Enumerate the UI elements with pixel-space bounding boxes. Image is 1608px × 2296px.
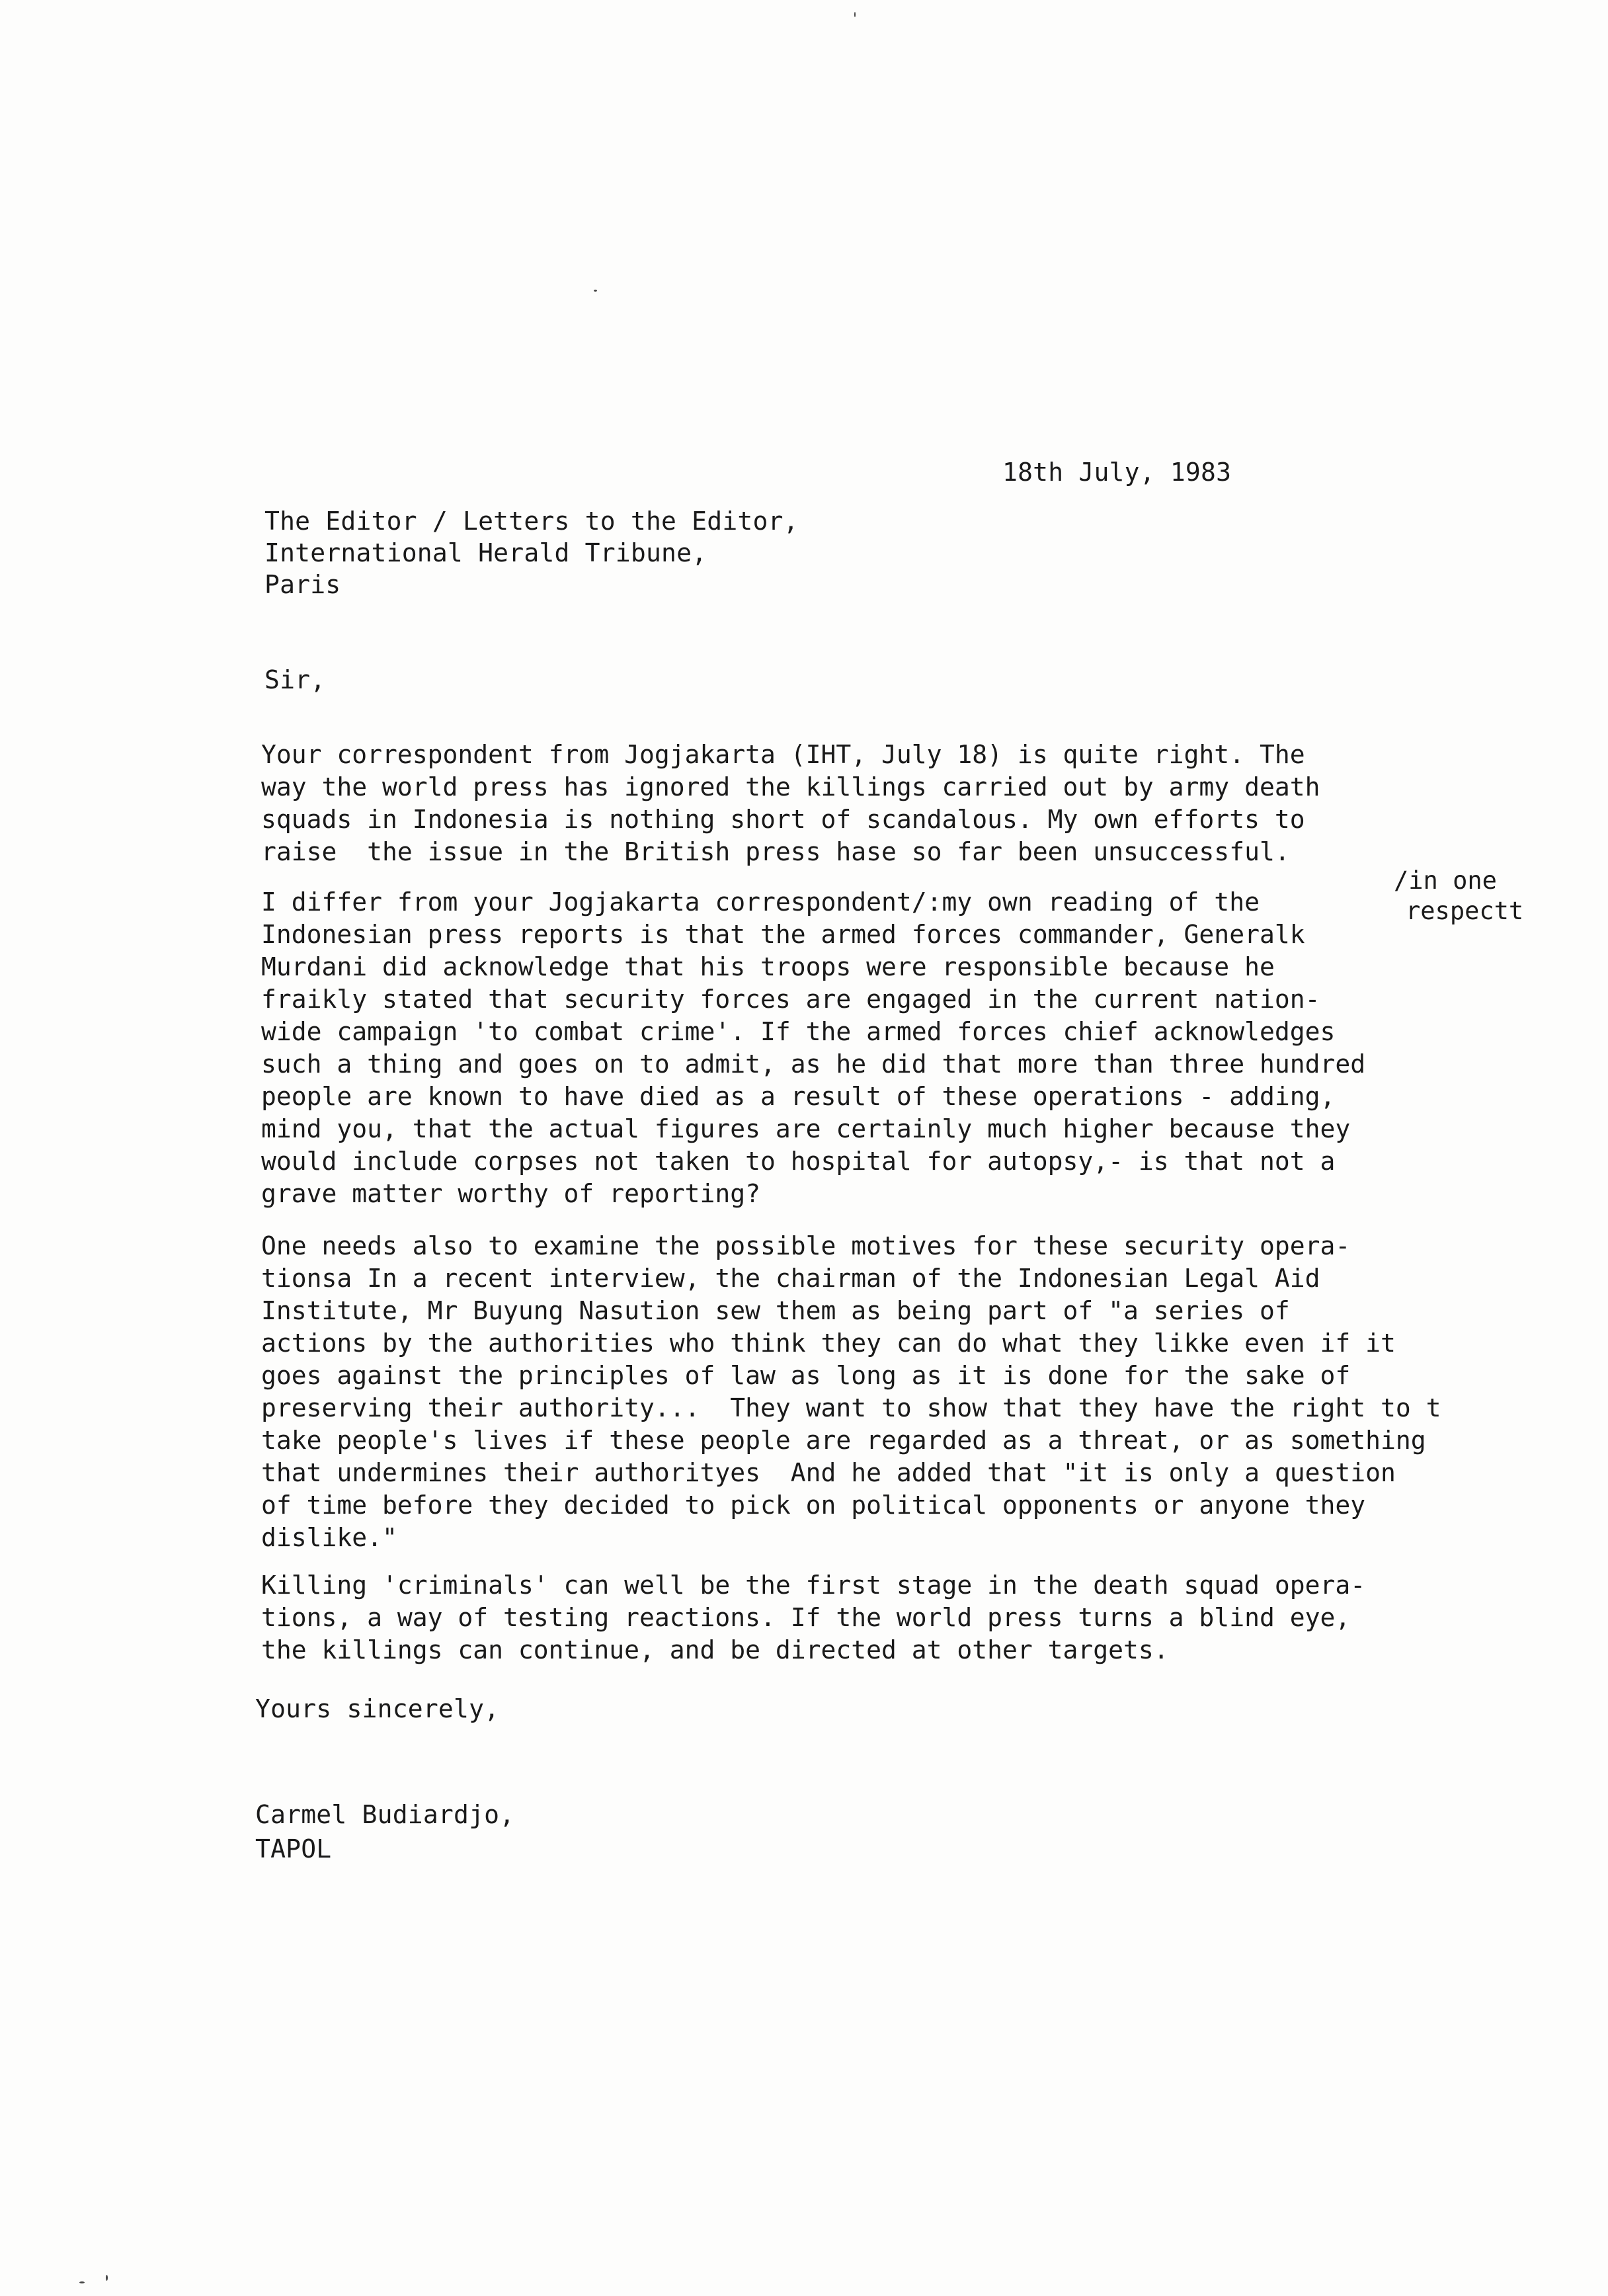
paragraph-line: Your correspondent from Jogjakarta (IHT, July 18) is quite right. The — [261, 740, 1305, 769]
paragraph-line: would include corpses not taken to hospital for autopsy,- is that not a — [261, 1147, 1336, 1176]
paragraph-line: tionsa In a recent interview, the chairman of the Indonesian Legal Aid — [261, 1264, 1320, 1293]
paragraph-line: way the world press has ignored the killings carried out by army death — [261, 772, 1320, 801]
paragraph-line: Institute, Mr Buyung Nasution sew them as being part of "a series of — [261, 1296, 1290, 1325]
paragraph-line: One needs also to examine the possible motives for these security opera- — [261, 1231, 1351, 1260]
paragraph-line: squads in Indonesia is nothing short of scandalous. My own efforts to — [261, 805, 1305, 834]
scan-speck — [854, 12, 856, 17]
paragraph-line: of time before they decided to pick on political opponents or anyone they — [261, 1491, 1366, 1520]
paragraph-line: take people's lives if these people are regarded as a threat, or as something — [261, 1426, 1426, 1455]
paragraph-line: I differ from your Jogjakarta correspondent/:my own reading of the — [261, 887, 1260, 917]
paragraph-line: Killing 'criminals' can well be the first stage in the death squad opera- — [261, 1571, 1366, 1600]
paragraph-line: dislike." — [261, 1523, 397, 1552]
paragraph-line: actions by the authorities who think they can do what they likke even if it — [261, 1329, 1396, 1358]
paragraph-line: mind you, that the actual figures are certainly much higher because they — [261, 1114, 1351, 1143]
signature-org: TAPOL — [255, 1834, 332, 1864]
paragraph-line: raise the issue in the British press hase so far been unsuccessful. — [261, 837, 1290, 866]
paragraph-line: tions, a way of testing reactions. If the world press turns a blind eye, — [261, 1603, 1351, 1632]
paragraph-line: fraikly stated that security forces are engaged in the current nation- — [261, 985, 1320, 1014]
scan-speck — [594, 290, 597, 292]
paragraph-line: preserving their authority... They want to show that they have the right to t — [261, 1393, 1441, 1422]
scan-speck — [79, 2281, 85, 2283]
salutation: Sir, — [264, 665, 326, 694]
paragraph-line: Murdani did acknowledge that his troops were responsible because he — [261, 952, 1275, 981]
paragraph-line: that undermines their authorityes And he added that "it is only a question — [261, 1458, 1396, 1487]
paragraph-line: grave matter worthy of reporting? — [261, 1179, 760, 1208]
recipient-line-3: Paris — [264, 570, 341, 599]
paragraph-2 — [261, 886, 1517, 1210]
recipient-line-1: The Editor / Letters to the Editor, — [264, 507, 799, 536]
paragraph-3 — [261, 1230, 1517, 1554]
scan-speck — [106, 2275, 108, 2281]
signature-name: Carmel Budiardjo, — [255, 1800, 515, 1829]
letter-date: 18th July, 1983 — [1002, 458, 1232, 487]
closing: Yours sincerely, — [255, 1694, 500, 1723]
paragraph-1 — [261, 739, 1517, 868]
margin-note-line-2: respectt — [1406, 897, 1524, 925]
paragraph-line: such a thing and goes on to admit, as he did that more than three hundred — [261, 1049, 1366, 1079]
paragraph-4 — [261, 1569, 1517, 1666]
paragraph-line: the killings can continue, and be directed at other targets. — [261, 1635, 1169, 1664]
paragraph-line: Indonesian press reports is that the armed forces commander, Generalk — [261, 920, 1305, 949]
paragraph-line: wide campaign 'to combat crime'. If the armed forces chief acknowledges — [261, 1017, 1336, 1046]
margin-note-line-1: /in one — [1394, 866, 1497, 895]
paragraph-line: people are known to have died as a result of these operations - adding, — [261, 1082, 1336, 1111]
recipient-line-2: International Herald Tribune, — [264, 538, 707, 567]
paragraph-line: goes against the principles of law as long as it is done for the sake of — [261, 1361, 1351, 1390]
